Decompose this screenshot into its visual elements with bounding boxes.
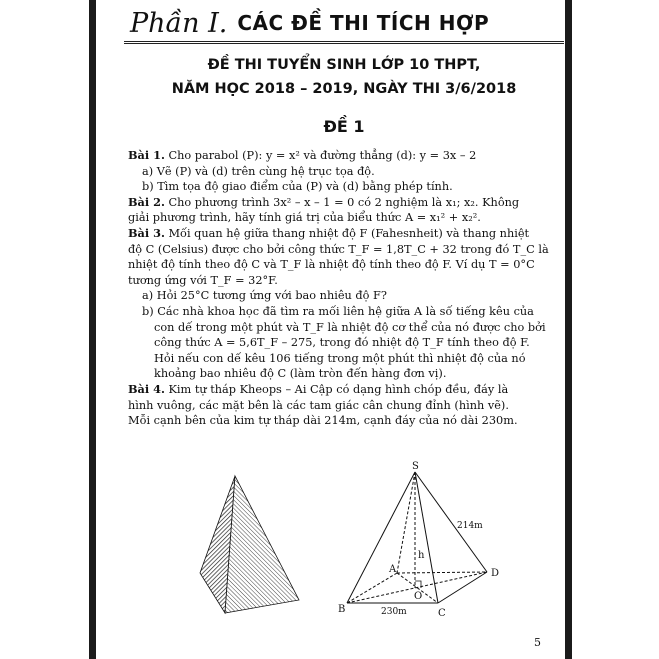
label-C: C bbox=[438, 608, 446, 619]
problem-3-label: Bài 3. bbox=[128, 225, 165, 240]
label-base-edge: 230m bbox=[381, 607, 407, 617]
problem-3-part-b-line2: con dế trong một phút và T_F là nhiệt độ cơ thể của nó được cho bởi bbox=[154, 320, 546, 334]
label-h: h bbox=[418, 550, 425, 561]
problem-list bbox=[128, 148, 549, 429]
problem-1-label: Bài 1. bbox=[128, 148, 165, 162]
problem-4-line1: Kim tự tháp Kheops – Ai Cập có dạng hình chóp đều, đáy là bbox=[164, 382, 509, 396]
part-title: CÁC ĐỀ THI TÍCH HỢP bbox=[237, 11, 490, 35]
label-S: S bbox=[412, 461, 419, 472]
problem-2-line1: Cho phương trình 3x² – x – 1 = 0 có 2 nghiệm là x₁; x₂. Không bbox=[164, 195, 520, 209]
edge-AD bbox=[397, 572, 487, 573]
part-label: Phần I. bbox=[130, 7, 228, 39]
problem-2-label: Bài 2. bbox=[128, 194, 165, 209]
problem-3-line2: độ C (Celsius) được cho bởi công thức T_F = 1,8T_C + 32 trong đó T_C là bbox=[128, 242, 549, 256]
problem-3-part-b-line4: Hỏi nếu con dế kêu 106 tiếng trong một phút thì nhiệt độ của nó bbox=[154, 351, 526, 365]
problem-3-part-a: a) Hỏi 25°C tương ứng với bao nhiêu độ F? bbox=[142, 289, 387, 303]
exam-set-heading: ĐỀ 1 bbox=[323, 117, 365, 136]
edge-SC bbox=[415, 472, 438, 603]
problem-1-part-b: b) Tìm tọa độ giao điểm của (P) và (d) bằng phép tính. bbox=[142, 180, 453, 194]
problem-3 bbox=[128, 226, 542, 242]
header-rule bbox=[124, 41, 564, 44]
pyramid-right-face bbox=[225, 476, 299, 613]
problem-4 bbox=[128, 382, 542, 398]
label-A: A bbox=[389, 564, 397, 575]
pyramid-diagram bbox=[335, 460, 540, 620]
page-header bbox=[130, 6, 560, 40]
problem-4-line2: hình vuông, các mặt bên là các tam giác cân chung đỉnh (hình vẽ). bbox=[128, 398, 509, 412]
problem-3-line3: nhiệt độ tính theo độ C và T_F là nhiệt độ tính theo độ F. Ví dụ T = 0°C bbox=[128, 258, 535, 272]
problem-2-line2: giải phương trình, hãy tính giá trị của biểu thức A = x₁² + x₂². bbox=[128, 211, 481, 225]
problem-3-part-b-line5: khoảng bao nhiêu độ C (làm tròn đến hàng đơn vị). bbox=[154, 367, 447, 381]
page-number: 5 bbox=[534, 636, 541, 649]
problem-1 bbox=[128, 148, 542, 164]
problem-2 bbox=[128, 195, 542, 211]
exam-title-line1: ĐỀ THI TUYỂN SINH LỚP 10 THPT, bbox=[207, 57, 481, 73]
problem-4-line3: Mỗi cạnh bên của kim tự tháp dài 214m, cạnh đáy của nó dài 230m. bbox=[128, 414, 518, 428]
label-O: O bbox=[414, 591, 423, 602]
problem-1-text: Cho parabol (P): y = x² và đường thẳng (d): y = 3x – 2 bbox=[164, 149, 477, 162]
problem-1-part-a: a) Vẽ (P) và (d) trên cùng hệ trục tọa độ. bbox=[142, 164, 375, 178]
problem-4-label: Bài 4. bbox=[128, 381, 165, 396]
problem-3-line4: tương ứng với T_F = 32°F. bbox=[128, 273, 278, 287]
label-lateral-edge: 214m bbox=[457, 521, 483, 531]
edge-SA bbox=[397, 472, 415, 573]
edge-CD bbox=[438, 572, 487, 603]
exam-title-line2: NĂM HỌC 2018 – 2019, NGÀY THI 3/6/2018 bbox=[171, 81, 517, 97]
pyramid-illustration bbox=[195, 470, 315, 620]
problem-3-line1: Mối quan hệ giữa thang nhiệt độ F (Fahesnheit) và thang nhiệt bbox=[164, 226, 530, 240]
edge-SB bbox=[347, 472, 415, 603]
problem-3-part-b-line1: b) Các nhà khoa học đã tìm ra mối liên hệ giữa A là số tiếng kêu của bbox=[142, 304, 534, 318]
problem-3-part-b-line3: công thức A = 5,6T_F – 275, trong đó nhiệt độ T_F tính theo độ F. bbox=[154, 336, 530, 350]
label-D: D bbox=[491, 568, 500, 579]
label-B: B bbox=[338, 604, 346, 615]
